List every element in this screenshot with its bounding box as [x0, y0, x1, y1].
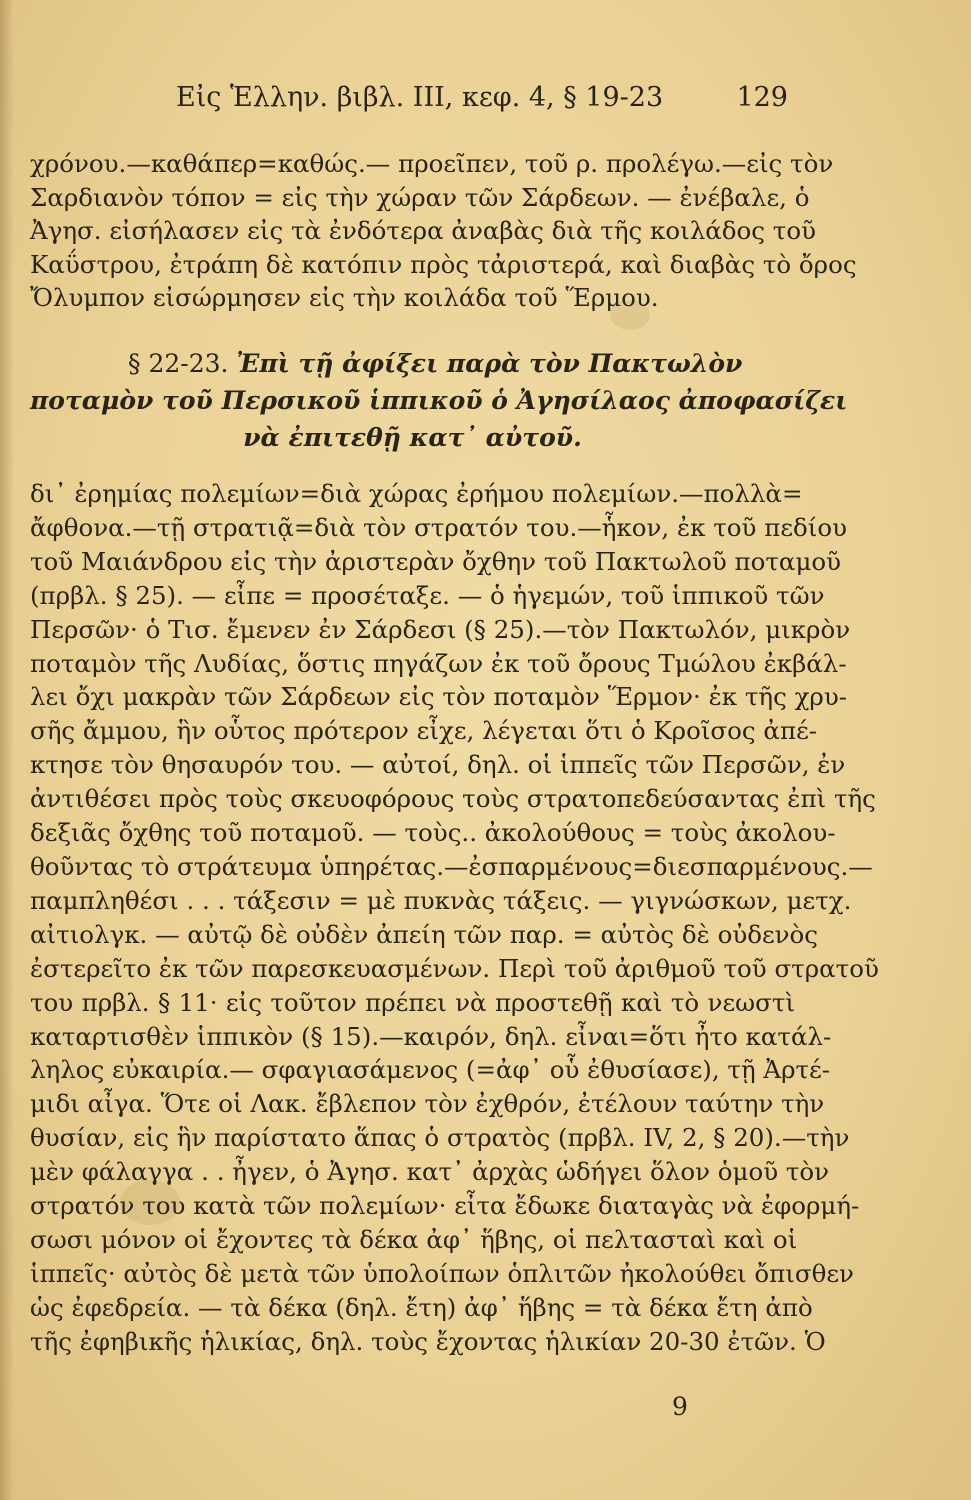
text-line: παμπληθέσι . . . τάξεσιν = μὲ πυκνὰς τάξεις. — γιγνώσκων, μετχ.: [30, 885, 852, 915]
text-line: κτησε τὸν θησαυρόν του. — αὐτοί, δηλ. οἱ ἱππεῖς τῶν Περσῶν, ἐν: [30, 750, 846, 780]
text-line: σωσι μόνον οἱ ἔχοντες τὰ δέκα ἀφ᾽ ἥβης, οἱ πελτασταὶ καὶ οἱ: [30, 1224, 798, 1254]
text-line: ληλος εὐκαιρία.— σφαγιασάμενος (=ἀφ᾽ οὗ ἐθυσίασε), τῇ Ἀρτέ-: [30, 1055, 831, 1085]
text-line: θυσίαν, εἰς ἣν παρίστατο ἅπας ὁ στρατὸς (πρβλ. IV, 2, § 20).—τὴν: [30, 1123, 850, 1153]
text-line: αἰτιολγκ. — αὐτῷ δὲ οὐδὲν ἀπείη τῶν παρ. = αὐτὸς δὲ οὐδενὸς: [30, 919, 819, 949]
section-number: § 22-23.: [128, 349, 229, 378]
commentary-paragraph-1: [30, 147, 857, 315]
binding-edge-shadow: [0, 0, 14, 1500]
text-line: χρόνου.—καθάπερ=καθώς.— προεῖπεν, τοῦ ρ. προλέγω.—εἰς τὸν: [30, 149, 834, 178]
page-number: 129: [736, 82, 788, 113]
heading-title-part-3: νὰ ἐπιτεθῇ κατ᾽ αὐτοῦ.: [243, 423, 582, 452]
text-line: του πρβλ. § 11· εἰς τοῦτον πρέπει νὰ προστεθῇ καὶ τὸ νεωστὶ: [30, 987, 795, 1017]
text-line: μιδι αἶγα. Ὅτε οἱ Λακ. ἔβλεπον τὸν ἐχθρόν, ἐτέλουν ταύτην τὴν: [30, 1089, 825, 1119]
heading-title-part-1: Ἐπὶ τῇ ἀφίξει παρὰ τὸν Πακτωλὸν: [236, 349, 743, 378]
running-header: [168, 82, 788, 122]
text-line: δι᾽ ἐρημίας πολεμίων=διὰ χώρας ἐρήμου πολεμίων.—πολλὰ=: [30, 479, 803, 508]
heading-line: [30, 345, 795, 382]
text-line: ἐστερεῖτο ἐκ τῶν παρεσκευασμένων. Περὶ τοῦ ἀριθμοῦ τοῦ στρατοῦ: [30, 953, 879, 983]
text-line: μὲν φάλαγγα . . ἦγεν, ὁ Ἀγησ. κατ᾽ ἀρχὰς ὡδήγει ὅλον ὁμοῦ τὸν: [30, 1157, 830, 1187]
text-line: στρατόν του κατὰ τῶν πολεμίων· εἶτα ἔδωκε διαταγὰς νὰ ἐφορμή-: [30, 1191, 860, 1221]
text-line: Ὄλυμπον εἰσώρμησεν εἰς τὴν κοιλάδα τοῦ Ἕρμου.: [30, 283, 659, 312]
text-line: θοῦντας τὸ στράτευμα ὑπηρέτας.—ἐσπαρμένους=διεσπαρμένους.—: [30, 851, 873, 881]
section-heading: [30, 345, 848, 456]
text-line: λει ὄχι μακρὰν τῶν Σάρδεων εἰς τὸν ποταμὸν Ἕρμον· ἐκ τῆς χρυ-: [30, 682, 848, 712]
text-line: ἱππεῖς· αὐτὸς δὲ μετὰ τῶν ὑπολοίπων ὁπλιτῶν ἠκολούθει ὄπισθεν: [30, 1258, 854, 1288]
text-line: τῆς ἐφηβικῆς ἡλικίας, δηλ. τοὺς ἔχοντας ἡλικίαν 20-30 ἐτῶν. Ὁ: [30, 1326, 826, 1356]
commentary-paragraph-2: [30, 477, 879, 1359]
heading-title-part-2: ποταμὸν τοῦ Περσικοῦ ἱππικοῦ ὁ Ἀγησίλαος ἀποφασίζει: [30, 386, 848, 415]
text-line: ἄφθονα.—τῇ στρατιᾷ=διὰ τὸν στρατόν του.—ἧκον, ἐκ τοῦ πεδίου: [30, 512, 848, 542]
text-line: ὡς ἐφεδρεία. — τὰ δέκα (δηλ. ἔτη) ἀφ᾽ ἥβης = τὰ δέκα ἔτη ἀπὸ: [30, 1292, 813, 1322]
text-line: ποταμὸν τῆς Λυδίας, ὅστις πηγάζων ἐκ τοῦ ὄρους Τμώλου ἐκβάλ-: [30, 648, 847, 678]
text-line: Περσῶν· ὁ Τισ. ἔμενεν ἐν Σάρδεσι (§ 25).—τὸν Πακτωλόν, μικρὸν: [30, 614, 851, 644]
text-line: Ἀγησ. εἰσήλασεν εἰς τὰ ἐνδότερα ἀναβὰς διὰ τῆς κοιλάδος τοῦ: [30, 216, 816, 245]
signature-mark: 9: [672, 1392, 688, 1421]
text-line: (πρβλ. § 25). — εἶπε = προσέταξε. — ὁ ἡγεμών, τοῦ ἱππικοῦ τῶν: [30, 580, 825, 610]
text-line: σῆς ἄμμου, ἣν οὗτος πρότερον εἶχε, λέγεται ὅτι ὁ Κροῖσος ἀπέ-: [30, 716, 818, 746]
text-line: καταρτισθὲν ἱππικὸν (§ 15).—καιρόν, δηλ. εἶναι=ὅτι ἦτο κατάλ-: [30, 1021, 832, 1051]
text-line: Καΰστρου, ἐτράπη δὲ κατόπιν πρὸς τἀριστερά, καὶ διαβὰς τὸ ὄρος: [30, 249, 857, 279]
text-line: δεξιᾶς ὄχθης τοῦ ποταμοῦ. — τοὺς.. ἀκολούθους = τοὺς ἀκολου-: [30, 818, 836, 848]
text-line: Σαρδιανὸν τόπον = εἰς τὴν χώραν τῶν Σάρδεων. — ἐνέβαλε, ὁ: [30, 182, 810, 212]
running-title: Εἰς Ἑλλην. βιβλ. ΙΙΙ, κεφ. 4, § 19-23: [176, 82, 664, 113]
text-line: ἀντιθέσει πρὸς τοὺς σκευοφόρους τοὺς στρατοπεδεύσαντας ἐπὶ τῆς: [30, 784, 876, 814]
text-line: τοῦ Μαιάνδρου εἰς τὴν ἀριστερὰν ὄχθην τοῦ Πακτωλοῦ ποταμοῦ: [30, 546, 842, 576]
